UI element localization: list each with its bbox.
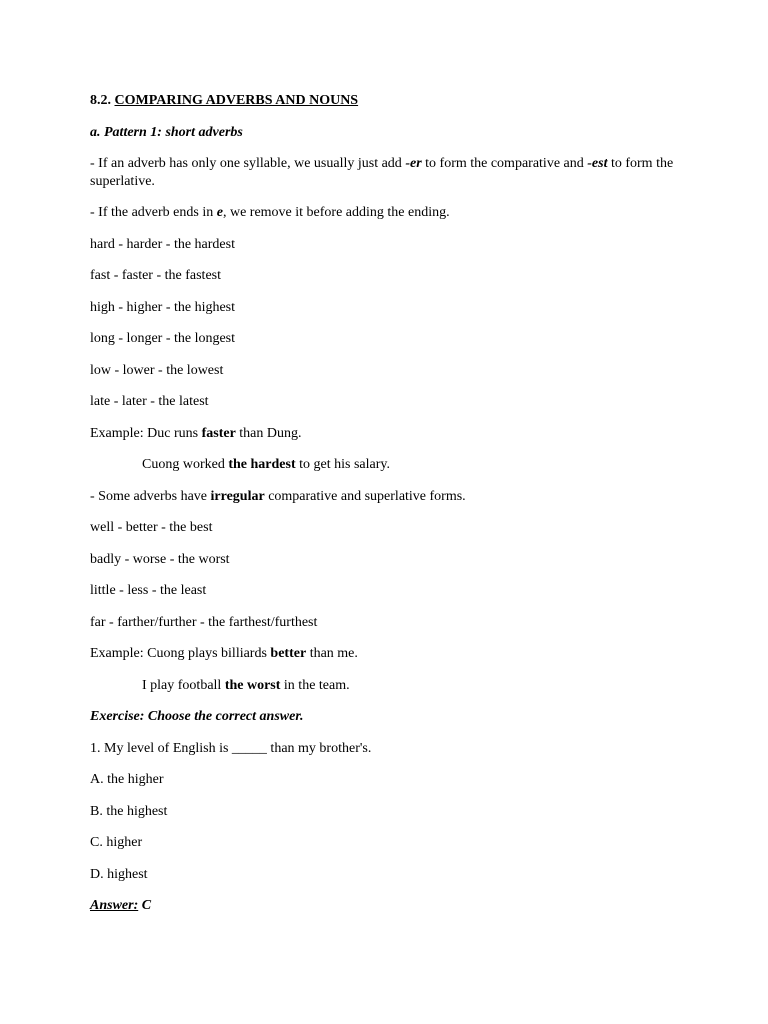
answer-value: C — [141, 898, 152, 913]
est-suffix: -est — [587, 156, 608, 171]
irregular-form-row: well - better - the best — [90, 520, 213, 535]
example-line: Cuong worked the hardest to get his salary. — [142, 457, 390, 472]
pattern-heading: a. Pattern 1: short adverbs — [90, 124, 243, 140]
exercise-heading: Exercise: Choose the correct answer. — [90, 709, 304, 724]
rule-ends-in-e: - If the adverb ends in e, we remove it before adding the ending. — [90, 205, 450, 220]
er-suffix: -er — [405, 156, 422, 171]
rule-one-syllable: - If an adverb has only one syllable, we usually just add -er to form the comparative and -est to form the superlative. — [90, 156, 674, 189]
irregular-form-row: far - farther/further - the farthest/furthest — [90, 614, 318, 630]
question: 1. My level of English is _____ than my brother's. — [90, 740, 372, 756]
answer-option: C. higher — [90, 835, 143, 850]
irregular-intro: - Some adverbs have irregular comparative and superlative forms. — [90, 488, 466, 504]
form-row: late - later - the latest — [90, 394, 209, 409]
answer-option: D. highest — [90, 866, 148, 882]
section-number: 8.2. — [90, 93, 111, 108]
example-line: Example: Duc runs faster than Dung. — [90, 425, 302, 441]
answer-option: B. the highest — [90, 803, 168, 819]
document-body — [90, 92, 680, 929]
example-line: I play football the worst in the team. — [142, 677, 350, 693]
example-line: Example: Cuong plays billiards better than me. — [90, 646, 358, 661]
form-row: hard - harder - the hardest — [90, 236, 235, 252]
form-row: fast - faster - the fastest — [90, 268, 221, 283]
form-row: high - higher - the highest — [90, 299, 236, 315]
answer-label: Answer: — [90, 898, 139, 913]
irregular-form-row: badly - worse - the worst — [90, 551, 230, 567]
e-letter: e — [216, 205, 223, 220]
form-row: low - lower - the lowest — [90, 362, 224, 378]
form-row: long - longer - the longest — [90, 331, 236, 346]
section-heading — [90, 92, 680, 110]
answer-option: A. the higher — [90, 772, 164, 787]
irregular-form-row: little - less - the least — [90, 583, 207, 598]
answer-line — [90, 897, 680, 915]
section-title: COMPARING ADVERBS AND NOUNS — [114, 93, 359, 108]
